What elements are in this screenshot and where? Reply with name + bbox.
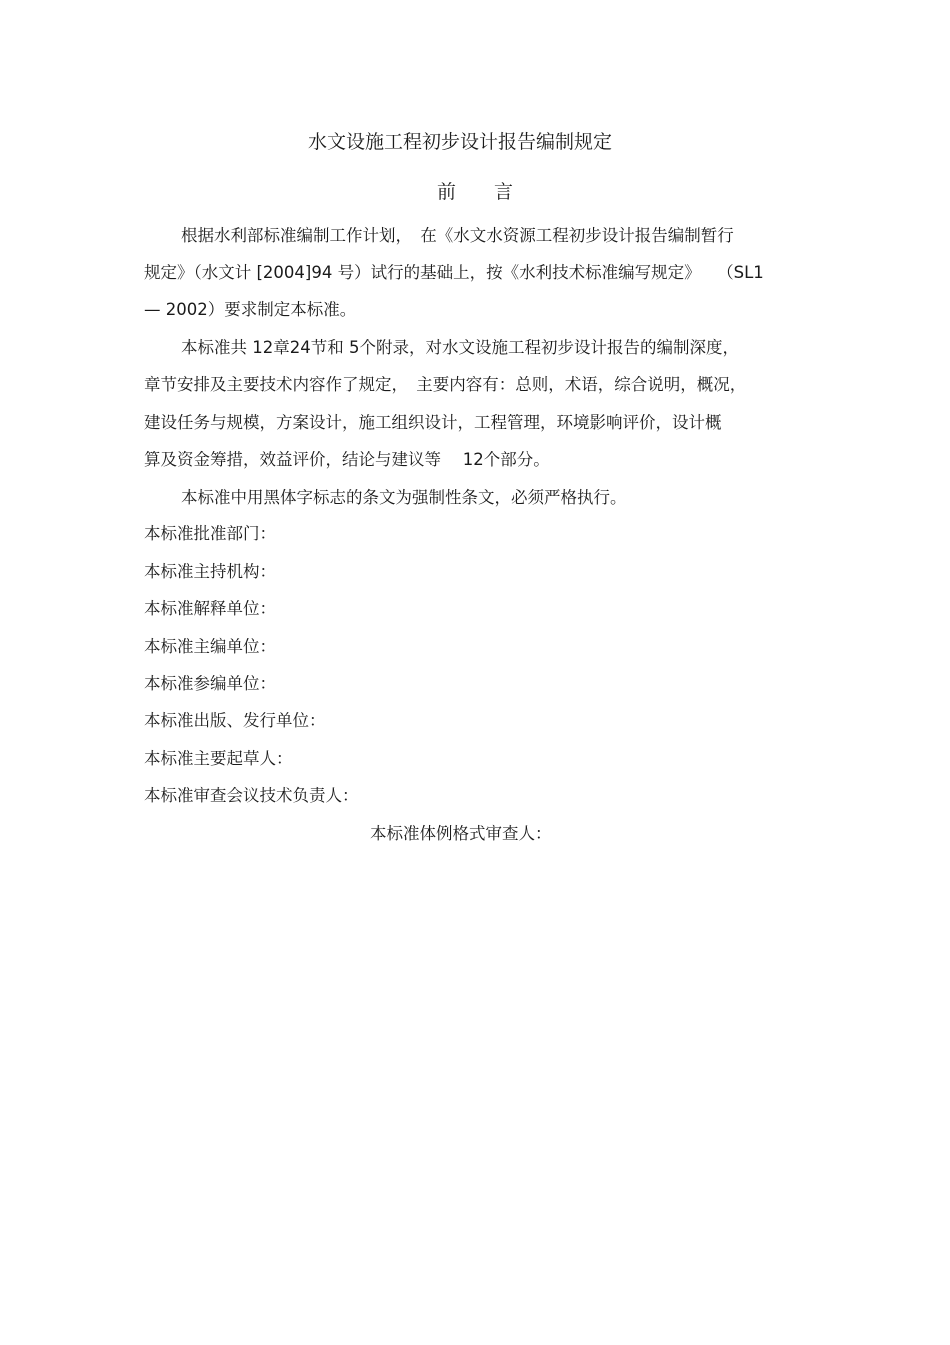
field-label-main-drafters: 本标准主要起草人： xyxy=(144,749,293,768)
preface-paragraph-line: 本标准中用黑体字标志的条文为强制性条文，必须严格执行。 xyxy=(181,488,627,507)
preface-paragraph-line: 规定》（水文计 [2004]94 号）试行的基础上，按《水利技术标准编写规定》 （SL1 xyxy=(144,263,764,282)
preface-paragraph-line: 本标准共 12章24节和 5个附录，对水文设施工程初步设计报告的编制深度， xyxy=(181,338,739,357)
field-label-approval-dept: 本标准批准部门： xyxy=(144,524,276,543)
field-label-format-reviewer: 本标准体例格式审查人： xyxy=(370,824,552,843)
preface-paragraph-line: — 2002）要求制定本标准。 xyxy=(144,300,357,319)
preface-heading-char-1: 前 xyxy=(436,181,456,203)
preface-heading-char-2: 言 xyxy=(494,181,514,203)
preface-paragraph-line: 章节安排及主要技术内容作了规定， 主要内容有：总则，术语，综合说明，概况， xyxy=(144,375,747,394)
preface-paragraph-line: 根据水利部标准编制工作计划， 在《水文水资源工程初步设计报告编制暂行 xyxy=(181,226,734,245)
field-label-review-tech-lead: 本标准审查会议技术负责人： xyxy=(144,786,359,805)
field-label-chief-editor-unit: 本标准主编单位： xyxy=(144,637,276,656)
preface-heading xyxy=(0,178,950,206)
field-label-interpretation-unit: 本标准解释单位： xyxy=(144,599,276,618)
field-label-publisher: 本标准出版、发行单位： xyxy=(144,711,326,730)
field-label-participating-unit: 本标准参编单位： xyxy=(144,674,276,693)
document-title: 水文设施工程初步设计报告编制规定 xyxy=(307,131,612,153)
field-label-host-org: 本标准主持机构： xyxy=(144,562,276,581)
preface-paragraph-line: 算及资金筹措，效益评价，结论与建议等 12个部分。 xyxy=(144,450,550,469)
preface-paragraph-line: 建设任务与规模，方案设计，施工组织设计，工程管理，环境影响评价，设计概 xyxy=(144,413,722,432)
